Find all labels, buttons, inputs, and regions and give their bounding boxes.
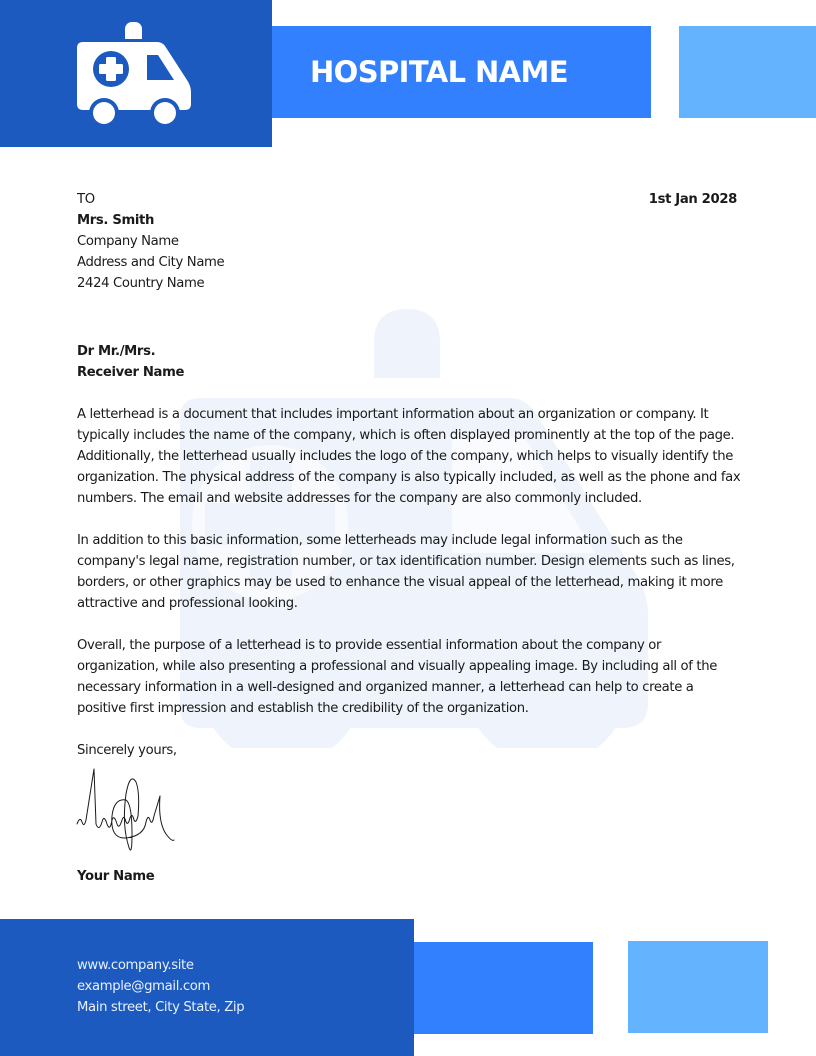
body-paragraph-1: A letterhead is a document that includes important information about an organization or company. It typically includes the name of the company, which is often displayed prominently at the top of the page. Additionally, the letterhead usually includes the logo of the company, which helps to visually identify the organization. The physical address of the company is also typically included, as well as the phone and fax numbers. The email and website addresses for the company are also commonly included. [77, 407, 741, 506]
salutation-receiver: Receiver Name [77, 365, 185, 380]
salutation-title: Dr Mr./Mrs. [77, 344, 156, 359]
body-paragraph-2: In addition to this basic information, some letterheads may include legal information such as the company's legal name, registration number, or tax identification number. Design elements such as lines, borders, or other graphics may be used to enhance the visual appeal of the letterhead, making it more attractive and professional looking. [77, 533, 735, 611]
footer-website[interactable]: www.company.site [77, 958, 194, 973]
footer-address: Main street, City State, Zip [77, 1000, 245, 1015]
sender-name: Your Name [77, 869, 155, 884]
closing-line: Sincerely yours, [77, 743, 177, 758]
header-accent-block [679, 26, 816, 118]
ambulance-icon [77, 22, 191, 125]
recipient-block [77, 189, 224, 294]
body-paragraph-3: Overall, the purpose of a letterhead is to provide essential information about the company or organization, while also presenting a professional and visually appealing image. By including all of the necessary information in a well-designed and organized manner, a letterhead can help to create a positive first impression and establish the credibility of the organization. [77, 638, 717, 716]
footer-contact-block [0, 919, 414, 1056]
footer-email[interactable]: example@gmail.com [77, 979, 210, 994]
recipient-company: Company Name [77, 234, 179, 249]
recipient-country: 2424 Country Name [77, 276, 205, 291]
to-label: TO [77, 192, 95, 207]
recipient-address: Address and City Name [77, 255, 225, 270]
footer-accent-block-2 [628, 941, 768, 1033]
footer-accent-block-1 [414, 942, 593, 1034]
letter-date: 1st Jan 2028 [648, 192, 737, 207]
logo-block [0, 0, 272, 147]
recipient-name: Mrs. Smith [77, 213, 155, 228]
signature-icon [74, 764, 184, 864]
salutation [77, 341, 184, 383]
watermark-beacon [374, 309, 440, 378]
title-bar [272, 26, 651, 118]
hospital-name: HOSPITAL NAME [310, 55, 568, 89]
